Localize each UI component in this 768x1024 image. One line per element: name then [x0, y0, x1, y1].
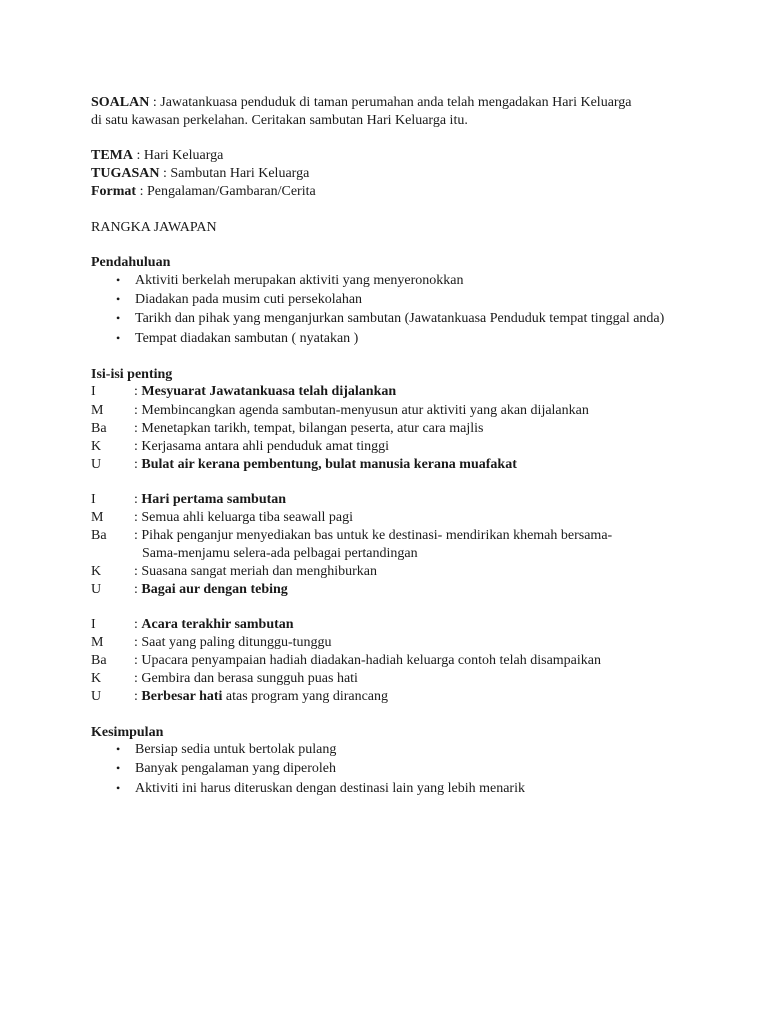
isi-row-k: K : Kerjasama antara ahli penduduk amat tinggi: [91, 438, 390, 454]
isi-group-1: [91, 383, 691, 473]
isi-row-i: I : Hari pertama sambutan: [91, 491, 287, 507]
tema-label: TEMA: [91, 148, 133, 164]
isi-row-u: U : Berbesar hati atas program yang dirancang: [91, 689, 389, 705]
list-item: • Bersiap sedia untuk bertolak pulang: [116, 742, 337, 758]
pendahuluan-heading: Pendahuluan: [91, 255, 171, 271]
isi-row-ba: Ba : Upacara penyampaian hadiah diadakan-hadiah keluarga contoh telah disampaikan: [91, 653, 601, 669]
list-item: • Banyak pengalaman yang diperoleh: [116, 761, 336, 777]
tugasan-label: TUGASAN: [91, 166, 160, 182]
format-line: [91, 183, 691, 201]
list-item: • Tempat diadakan sambutan ( nyatakan ): [116, 330, 359, 346]
isi-heading: Isi-isi penting: [91, 366, 173, 382]
kesimpulan-heading: Kesimpulan: [91, 724, 164, 740]
isi-row-k: K : Suasana sangat meriah dan menghiburkan: [91, 563, 377, 579]
list-item: • Tarikh dan pihak yang menganjurkan sambutan (Jawatankuasa Penduduk tempat tinggal anda): [116, 311, 665, 327]
bullet-icon: •: [116, 761, 121, 776]
isi-row-i: I : Acara terakhir sambutan: [91, 617, 294, 633]
isi-row-m: M : Semua ahli keluarga tiba seawall pagi: [91, 510, 354, 525]
isi-row-k: K : Gembira dan berasa sungguh puas hati: [91, 671, 358, 687]
bullet-icon: •: [116, 311, 121, 326]
isi-row-ba: Ba : Menetapkan tarikh, tempat, bilangan peserta, atur cara majlis: [91, 420, 484, 436]
isi-row-ba: Ba : Pihak penganjur menyediakan bas untuk ke destinasi- mendirikan khemah bersama- Sama-menjamu selera-ada pelbagai pertandingan: [91, 528, 613, 561]
question-line: [91, 94, 691, 112]
question-label: SOALAN: [91, 95, 150, 110]
tema-value: : Hari Keluarga: [133, 148, 224, 164]
tugasan-value: : Sambutan Hari Keluarga: [159, 166, 310, 182]
isi-row-u: U : Bagai aur dengan tebing: [91, 581, 288, 597]
isi-row-m: M : Saat yang paling ditunggu-tunggu: [91, 635, 332, 651]
list-item: • Diadakan pada musim cuti persekolahan: [116, 292, 363, 308]
rangka-title: RANGKA JAWAPAN: [91, 219, 217, 235]
list-item: • Aktiviti berkelah merupakan aktiviti yang menyeronokkan: [116, 272, 464, 288]
bullet-icon: •: [116, 292, 121, 307]
question-text: : Jawatankuasa penduduk di taman perumahan anda telah mengadakan Hari Keluarga: [149, 95, 632, 110]
isi-row-i: I : Mesyuarat Jawatankuasa telah dijalankan: [91, 384, 397, 400]
isi-group-3: [91, 616, 691, 706]
isi-row-u: U : Bulat air kerana pembentung, bulat manusia kerana muafakat: [91, 456, 517, 472]
isi-row-m: M : Membincangkan agenda sambutan-menyusun atur aktiviti yang akan dijalankan: [91, 402, 589, 418]
bullet-icon: •: [116, 780, 121, 795]
format-label: Format: [91, 183, 137, 199]
format-value: : Pengalaman/Gambaran/Cerita: [136, 183, 316, 199]
list-item: • Aktiviti ini harus diteruskan dengan destinasi lain yang lebih menarik: [116, 780, 525, 796]
tema-line: [91, 147, 691, 165]
isi-group-2: [91, 491, 691, 599]
bullet-icon: •: [116, 272, 121, 287]
document-content: [91, 94, 691, 799]
kesimpulan-list: [91, 741, 691, 797]
pendahuluan-list: [91, 272, 691, 347]
tugasan-line: [91, 165, 691, 183]
question-line-2: di satu kawasan perkelahan. Ceritakan sambutan Hari Keluarga itu.: [91, 112, 468, 128]
bullet-icon: •: [116, 330, 121, 345]
bullet-icon: •: [116, 742, 121, 757]
